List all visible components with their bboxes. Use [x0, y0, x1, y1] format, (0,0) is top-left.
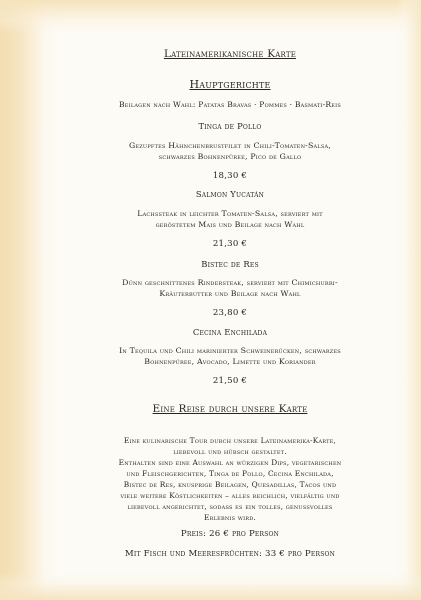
- journey-line: Enthalten sind eine Auswahl an würzigen Dips, vegetarischen: [118, 458, 342, 467]
- dish-desc-line: Kräuterbutter und Beilage nach Wahl: [159, 289, 301, 298]
- dish-desc-line: geröstetem Mais und Beilage nach Wahl: [155, 220, 305, 229]
- journey-line: Erlebnis wird.: [204, 513, 256, 522]
- dish-desc-line: schwarzes Bohnenpüree, Pico de Gallo: [158, 152, 302, 161]
- paper-texture-top: [0, 0, 421, 34]
- dish-desc-line: Gezupftes Hähnchenbrustfilet in Chili-Tomaten-Salsa,: [128, 141, 331, 150]
- sides-note: Beilagen nach Wahl: Patatas Bravas · Pommes · Basmati-Reis: [119, 100, 341, 109]
- journey-line: Bistec de Res, knusprige Beilagen, Quesadillas, Tacos und: [123, 480, 337, 489]
- dish-name: Salmon Yucatán: [195, 189, 265, 199]
- section-heading-journey: Eine Reise durch unsere Karte: [152, 403, 308, 415]
- dish-price: 21,30 €: [212, 239, 248, 249]
- dish-price: 23,80 €: [212, 308, 248, 318]
- dish-name: Bistec de Res: [201, 259, 259, 269]
- menu-title: Lateinamerikanische Karte: [163, 48, 297, 60]
- price-with-fish: Mit Fisch und Meeresfrüchten: 33 € pro Person: [124, 549, 336, 559]
- dish-name: Tinga de Pollo: [198, 121, 262, 131]
- journey-line: liebevoll und hübsch gestaltet.: [173, 447, 287, 456]
- dish-desc-line: Dünn geschnittenes Rindersteak, serviert mit Chimichurri-: [122, 278, 338, 287]
- journey-line: Eine kulinarische Tour durch unsere Lateinamerika-Karte,: [123, 436, 337, 445]
- paper-texture-left: [0, 0, 60, 600]
- journey-line: liebevoll angerichtet, sodass es ein tolles, genussvolles: [127, 502, 333, 511]
- paper-texture-bottom: [0, 572, 421, 600]
- dish-desc-line: Bohnenpüree, Avocado, Limette und Koriander: [144, 357, 316, 366]
- dish-price: 18,30 €: [212, 171, 248, 181]
- dish-name: Cecina Enchilada: [192, 327, 268, 337]
- journey-line: und Fleischgerichten, Tinga de Pollo, Cecina Enchilada,: [126, 469, 334, 478]
- dish-desc-line: In Tequila und Chili marinierter Schweinerücken, schwarzes: [119, 346, 341, 355]
- journey-line: viele weitere Köstlichkeiten – alles reichlich, vielfältig und: [120, 491, 340, 500]
- dish-desc-line: Lachssteak in leichter Tomaten-Salsa, serviert mit: [137, 209, 323, 218]
- dish-price: 21,50 €: [212, 376, 248, 386]
- paper-texture-right: [395, 0, 421, 600]
- price-per-person: Preis: 26 € pro Person: [180, 529, 280, 539]
- section-heading-main: Hauptgerichte: [189, 78, 271, 91]
